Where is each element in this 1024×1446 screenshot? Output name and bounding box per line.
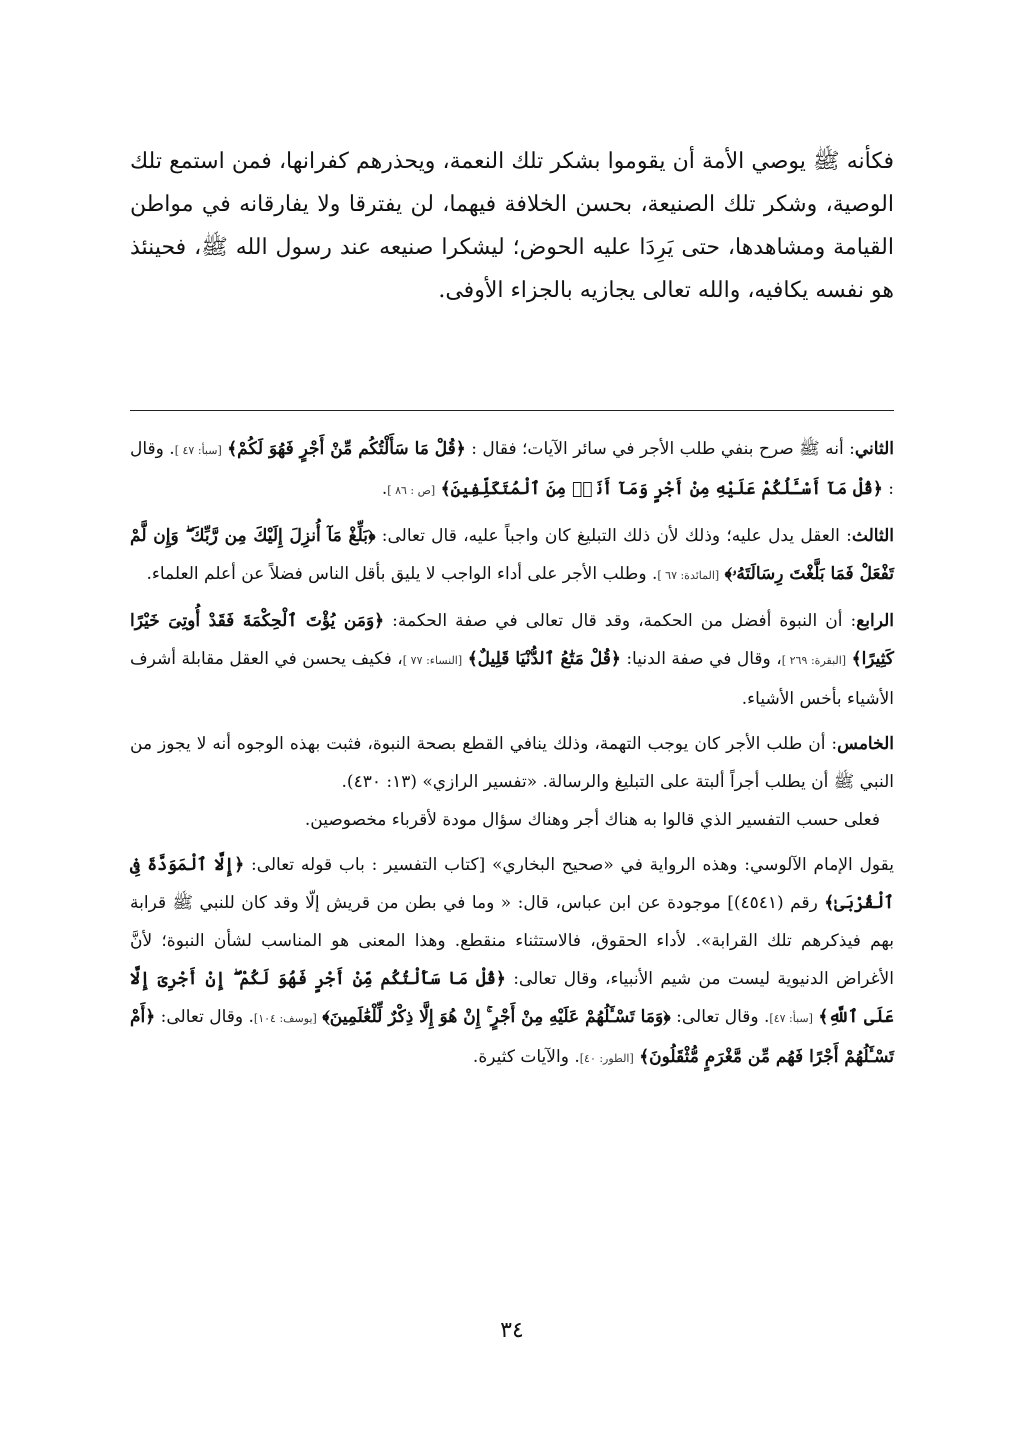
- quran-verse: ﴿قُلْ مَتَٰعُ ٱلدُّنْيَا قَلِيلٌ﴾: [467, 649, 621, 669]
- main-paragraph: [130, 140, 894, 312]
- note-label: الثالث: [851, 526, 894, 546]
- note-third: [130, 517, 894, 595]
- note-label: الرابع: [856, 611, 894, 631]
- note-text: : أنه ﷺ صرح بنفي طلب الأجر في سائر الآيات؛ فقال :: [465, 439, 855, 459]
- note-seventh: [130, 846, 894, 1078]
- note-label: الخامس: [837, 734, 894, 754]
- note-sixth: فعلى حسب التفسير الذي قالوا به هناك أجر وهناك سؤال مودة لأقرباء مخصوصين.: [304, 810, 880, 830]
- quran-verse: ﴿بَلِّغْ مَآ أُنزِلَ إِلَيْكَ مِن رَّبِّكَ ۖ وَإِن لَّمْ تَفْعَلْ فَمَا بَلَّغْتَ رِسَالَتَهُۥ﴾: [130, 526, 894, 584]
- note-text: رقم (٤٥٤١)] موجودة عن ابن عباس، قال: « وما في بطن من قريش إلّا وقد كان للنبي ﷺ قرابة بهم فيذكرهم تلك القرابة». لأداء الحقوق، فالاستثناء منقطع. وهذا المعنى هو المناسب لشأن النبوة؛ لأنَّ الأغراض الدنيوية ليست من شيم الأنبياء، وقال تعالى:: [130, 893, 894, 989]
- main-line-4: نفسه يكافيه، والله تعالى يجازيه بالجزاء الأوفى.: [438, 278, 865, 303]
- note-text: : أن طلب الأجر كان يوجب التهمة، وذلك ينافي القطع بصحة النبوة، فثبت بهذه الوجوه أنه لا يجوز من النبي ﷺ أن يطلب أجراً ألبتة على التبليغ والرسالة. «تفسير الرازي» (١٣: ٤٣٠).: [130, 734, 894, 792]
- note-fourth: [130, 602, 894, 718]
- quran-verse: ﴿قُلْ مَا سَأَلْتُكُم مِّنْ أَجْرٍ فَهُوَ لَكُمْ﴾: [227, 439, 466, 459]
- verse-reference: [النساء: ٧٧ ]: [402, 654, 463, 667]
- main-line-2: تلك الوصية، وشكر تلك الصنيعة، بحسن الخلافة فيهما، لن يفترقا ولا يفارقانه في مواطن: [130, 149, 894, 217]
- note-text: ، وقال في صفة الدنيا:: [620, 649, 782, 669]
- note-text: . وقال تعالى:: [670, 1007, 770, 1027]
- note-fifth: [130, 725, 894, 801]
- verse-reference: [ص : ٨٦ ]: [387, 484, 436, 497]
- quran-verse: ﴿وَمَن يُؤْتَ ٱلْحِكْمَةَ فَقَدْ أُوتِىَ خَيْرًا كَثِيرًا﴾: [130, 611, 895, 669]
- quran-verse: ﴿أَمْ تَسْـَٔلُهُمْ أَجْرًا فَهُم مِّن مَّغْرَمٍ مُّثْقَلُونَ﴾: [130, 1007, 894, 1067]
- footnote-separator: [130, 410, 894, 411]
- verse-reference: [سبأ: ٤٧ ]: [174, 444, 222, 457]
- page-number: ٣٤: [500, 1318, 524, 1343]
- quran-verse: ﴿وَمَا تَسْـَٔلُهُمْ عَلَيْهِ مِنْ أَجْرٍ ۚ إِنْ هُوَ إِلَّا ذِكْرٌ لِّلْعَٰلَمِينَ﴾: [322, 1007, 671, 1027]
- main-text: [130, 140, 894, 312]
- verse-reference: [يوسف: ١٠٤]: [253, 1012, 317, 1025]
- note-text: . وطلب الأجر على أداء الواجب لا يليق بأقل الناس فضلاً عن أعلم العلماء.: [146, 564, 658, 584]
- main-line-3: القيامة ومشاهدها، حتى يَرِدَا عليه الحوض؛ ليشكرا صنيعه عند رسول الله ﷺ، فحينئذ هو: [130, 235, 894, 303]
- quran-verse: ﴿قُلْ مَآ أَسْـَٔلُكُمْ عَلَيْهِ مِنْ أَجْرٍ وَمَآ أَنَا۠ مِنَ ٱلْمُتَكَلِّفِينَ﴾: [440, 479, 883, 499]
- footnotes: [130, 430, 894, 1085]
- note-label: الثاني: [854, 439, 894, 459]
- note-text: : العقل يدل عليه؛ وذلك لأن ذلك التبليغ كان واجباً عليه، قال تعالى:: [375, 526, 852, 546]
- note-second: [130, 430, 894, 510]
- main-line-1: فكأنه ﷺ يوصي الأمة أن يقوموا بشكر تلك النعمة، ويحذرهم كفرانها، فمن استمع: [169, 149, 894, 174]
- note-text: . والآيات كثيرة.: [472, 1047, 580, 1067]
- verse-reference: [سبأ: ٤٧]: [769, 1012, 813, 1025]
- verse-reference: [المائدة: ٦٧ ]: [657, 569, 720, 582]
- verse-reference: [الطور: ٤٠]: [579, 1052, 634, 1065]
- note-text: : أن النبوة أفضل من الحكمة، وقد قال تعالى في صفة الحكمة:: [384, 611, 857, 631]
- verse-reference: [البقرة: ٢٦٩ ]: [781, 654, 847, 667]
- note-text: ، فكيف يحسن في العقل مقابلة أشرف الأشياء بأخس الأشياء.: [130, 649, 894, 709]
- quran-verse: ﴿إِلَّا ٱلْمَوَدَّةَ فِى ٱلْقُرْبَىٰ﴾: [130, 855, 894, 913]
- note-text: . وقال تعالى:: [155, 1007, 254, 1027]
- note-text: يقول الإمام الآلوسي: وهذه الرواية في «صحيح البخاري» [كتاب التفسير : باب قوله تعالى:: [244, 855, 894, 875]
- quran-verse: ﴿قُلْ مَا سَأَلْتُكُم مِّنْ أَجْرٍ فَهُوَ لَكُمْ ۖ إِنْ أَجْرِىَ إِلَّا عَلَى ٱللَّهِ﴾: [130, 969, 895, 1027]
- note-text: . وقال :: [130, 439, 894, 499]
- note-text: .: [381, 479, 388, 499]
